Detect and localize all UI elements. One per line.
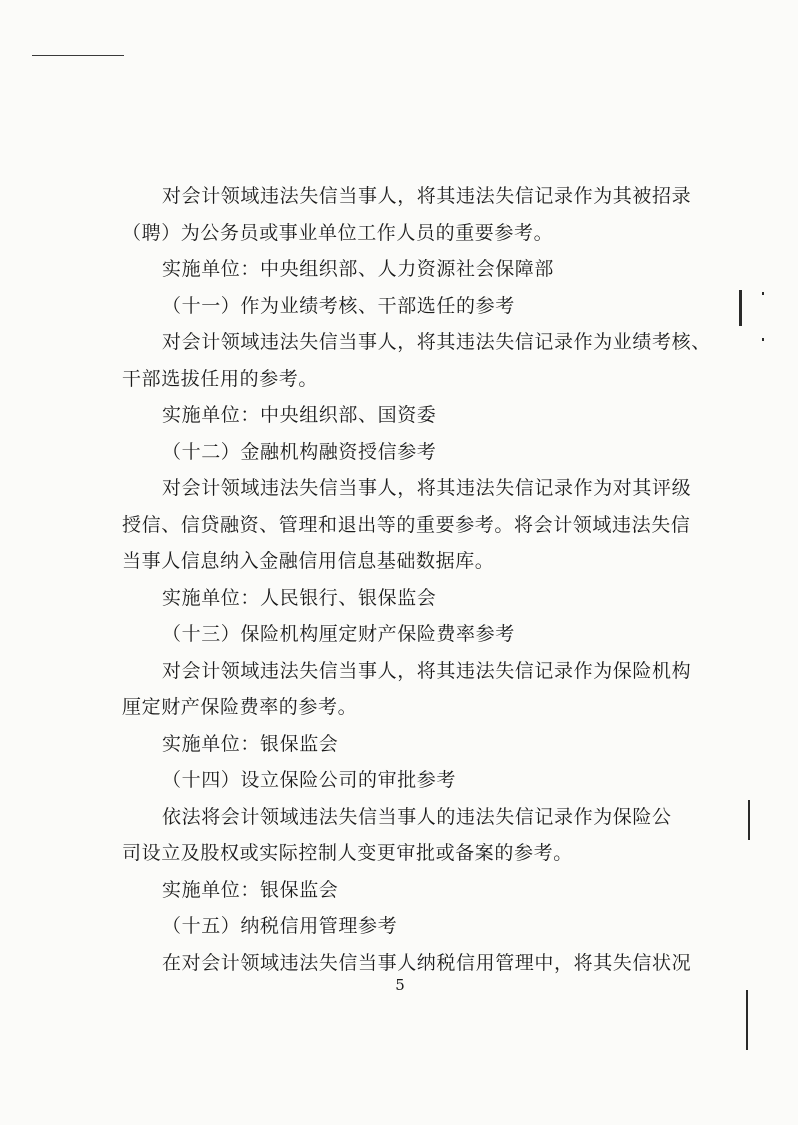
document-body: [122, 178, 711, 981]
paragraph-line: 司设立及股权或实际控制人变更审批或备案的参考。: [122, 842, 573, 864]
paragraph-line: 对会计领域违法失信当事人，将其违法失信记录作为对其评级: [162, 477, 692, 499]
paragraph-line: 当事人信息纳入金融信用信息基础数据库。: [122, 550, 495, 572]
paragraph-line: 对会计领域违法失信当事人，将其违法失信记录作为其被招录: [162, 185, 692, 207]
implementing-unit-line: 实施单位：中央组织部、国资委: [162, 404, 437, 426]
scan-mark: [748, 800, 750, 840]
implementing-unit-line: 实施单位：银保监会: [162, 732, 339, 755]
paragraph-line: 对会计领域违法失信当事人，将其违法失信记录作为保险机构: [162, 659, 692, 682]
scan-mark: [762, 292, 764, 295]
section-heading: （十一）作为业绩考核、干部选任的参考: [162, 294, 515, 317]
section-heading: （十三）保险机构厘定财产保险费率参考: [162, 623, 515, 645]
implementing-unit-line: 实施单位：中央组织部、人力资源社会保障部: [162, 258, 555, 280]
section-heading: （十二）金融机构融资授信参考: [162, 440, 437, 463]
implementing-unit-line: 实施单位：银保监会: [162, 878, 339, 901]
scan-mark: [746, 990, 748, 1050]
scan-mark: [739, 290, 742, 326]
paragraph-line: 对会计领域违法失信当事人，将其违法失信记录作为业绩考核、: [162, 331, 711, 353]
paragraph-line: 厘定财产保险费率的参考。: [122, 696, 358, 718]
top-rule: [32, 55, 124, 56]
page-number: 5: [395, 976, 405, 994]
paragraph-line: 依法将会计领域违法失信当事人的违法失信记录作为保险公: [162, 805, 672, 828]
section-heading: （十五）纳税信用管理参考: [162, 915, 398, 937]
paragraph-line: （聘）为公务员或事业单位工作人员的重要参考。: [122, 221, 554, 244]
paragraph-line: 在对会计领域违法失信当事人纳税信用管理中，将其失信状况: [162, 951, 692, 974]
implementing-unit-line: 实施单位：人民银行、银保监会: [162, 586, 437, 609]
paragraph-line: 授信、信贷融资、管理和退出等的重要参考。将会计领域违法失信: [122, 513, 691, 536]
paragraph-line: 干部选拔任用的参考。: [122, 367, 319, 390]
scan-mark: [762, 338, 764, 341]
section-heading: （十四）设立保险公司的审批参考: [162, 769, 457, 791]
